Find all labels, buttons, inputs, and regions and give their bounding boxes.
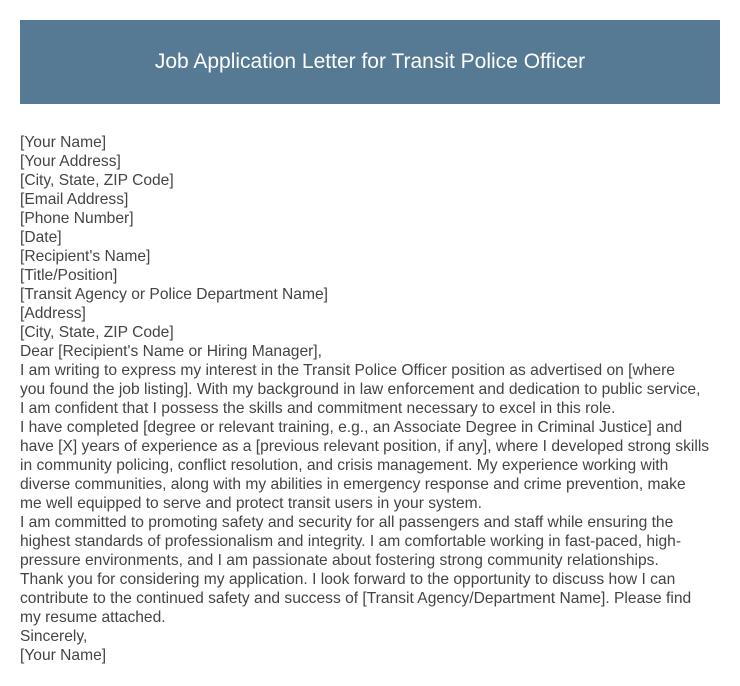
paragraph-line: diverse communities, along with my abilities in emergency response and crime prevention, make [20, 476, 686, 493]
recipient-block [20, 247, 725, 342]
paragraph-commitment [20, 513, 725, 570]
sender-city-state-zip: [City, State, ZIP Code] [20, 172, 174, 189]
paragraph-line: you found the job listing]. With my background in law enforcement and dedication to public service, [20, 381, 701, 398]
paragraph-line: I have completed [degree or relevant training, e.g., an Associate Degree in Criminal Justice] and [20, 419, 683, 436]
sender-email: [Email Address] [20, 191, 129, 208]
salutation: Dear [Recipient's Name or Hiring Manager], [20, 343, 322, 360]
paragraph-interest [20, 361, 725, 418]
paragraph-line: highest standards of professionalism and integrity. I am comfortable working in fast-paced, high- [20, 533, 682, 550]
paragraph-line: pressure environments, and I am passionate about fostering strong community relationships. [20, 552, 659, 569]
paragraph-line: have [X] years of experience as a [previous relevant position, if any], where I developed strong skills [20, 438, 710, 455]
sender-name: [Your Name] [20, 134, 107, 151]
paragraph-line: contribute to the continued safety and success of [Transit Agency/Department Name]. Please find [20, 590, 692, 607]
sender-phone: [Phone Number] [20, 210, 134, 227]
recipient-name: [Recipient's Name] [20, 248, 151, 265]
paragraph-experience [20, 418, 725, 513]
sender-block [20, 133, 725, 247]
paragraph-line: I am writing to express my interest in the Transit Police Officer position as advertised on [where [20, 362, 675, 379]
paragraph-thanks [20, 570, 725, 627]
paragraph-line: in community policing, conflict resolution, and crisis management. My experience working with [20, 457, 669, 474]
paragraph-line: I am confident that I possess the skills and commitment necessary to excel in this role. [20, 400, 616, 417]
paragraph-line: Thank you for considering my application. I look forward to the opportunity to discuss how I can [20, 571, 676, 588]
sender-address: [Your Address] [20, 153, 121, 170]
paragraph-line: I am committed to promoting safety and security for all passengers and staff while ensuring the [20, 514, 674, 531]
closing: Sincerely, [20, 628, 88, 645]
signature: [Your Name] [20, 647, 107, 664]
page-title: Job Application Letter for Transit Police Officer [154, 50, 586, 73]
recipient-organization: [Transit Agency or Police Department Name] [20, 286, 328, 303]
recipient-title: [Title/Position] [20, 267, 118, 284]
letter-body [20, 133, 725, 665]
recipient-address: [Address] [20, 305, 86, 322]
letter-title-banner [20, 20, 720, 104]
paragraph-line: me well equipped to serve and protect transit users in your system. [20, 495, 482, 512]
recipient-city-state-zip: [City, State, ZIP Code] [20, 324, 174, 341]
letter-date: [Date] [20, 229, 62, 246]
paragraph-line: my resume attached. [20, 609, 166, 626]
